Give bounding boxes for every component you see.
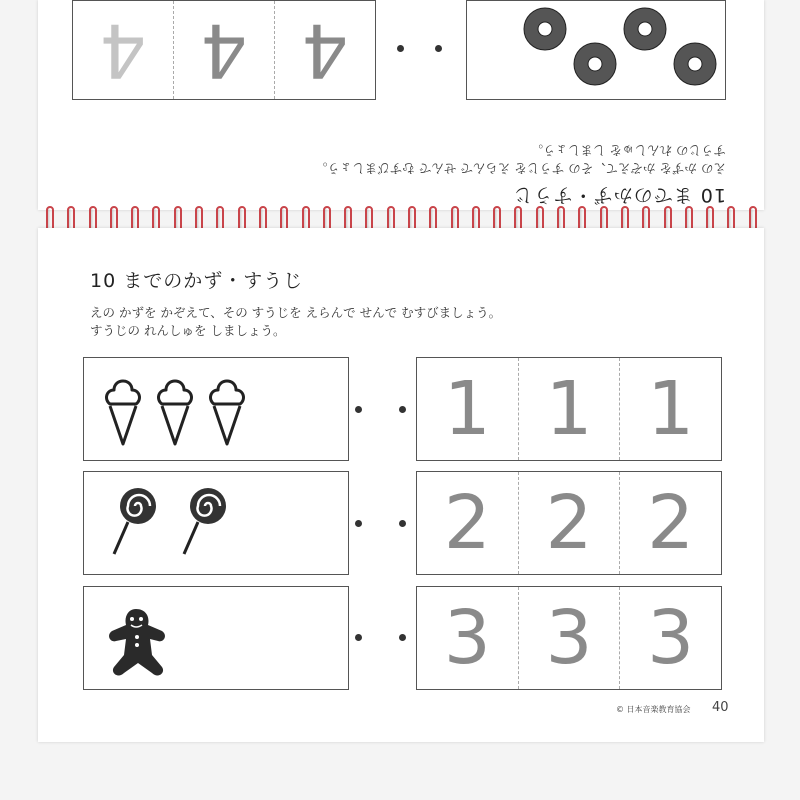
gingerbread-icon [84, 587, 348, 689]
trace-digit: 1 [619, 358, 721, 460]
trace-box-3 [416, 586, 722, 690]
trace-digit: 2 [518, 472, 620, 574]
trace-box-1 [416, 357, 722, 461]
dot-row2-left[interactable] [355, 520, 362, 527]
lollipop-icons [84, 472, 348, 574]
trace-digit: 4 [301, 7, 349, 93]
instruction-line-2: すうじの れんしゅを しましょう。 [90, 323, 286, 338]
upper-page [38, 0, 764, 210]
dot-row3-right[interactable] [399, 634, 406, 641]
instruction-line-1: えの かずを かぞえて、その すうじを えらんで せんで むすびましょう。 [90, 305, 502, 320]
copyright: © 日本音楽教育協会 [616, 705, 691, 714]
trace-digit: 3 [443, 595, 491, 681]
page-number: 40 [712, 700, 729, 715]
picture-box-gingerbread [83, 586, 349, 690]
trace-digit: 3 [619, 587, 721, 689]
ice-cream-icons [84, 358, 348, 460]
upper-page-instruction-1: えの かずを かぞえて、その すうじを えらんで せんで むすびましょう。 [314, 161, 726, 176]
picture-box-lollipop [83, 471, 349, 575]
picture-box-ice-cream [83, 357, 349, 461]
dot-row1-left[interactable] [355, 406, 362, 413]
lower-page [38, 228, 764, 742]
upper-page-content [38, 0, 764, 210]
dot-row2-right[interactable] [399, 520, 406, 527]
page-title: 10 までのかず・すうじ [90, 270, 304, 292]
upper-dot-left[interactable] [435, 45, 442, 52]
trace-digit: 4 [73, 1, 174, 99]
picture-box-donuts [466, 0, 726, 100]
trace-digit: 2 [443, 480, 491, 566]
trace-box-2 [416, 471, 722, 575]
upper-page-title: 10 までのかず・すうじ [512, 184, 726, 206]
trace-digit: 2 [619, 472, 721, 574]
dot-row3-left[interactable] [355, 634, 362, 641]
dot-row1-right[interactable] [399, 406, 406, 413]
upper-dot-right[interactable] [397, 45, 404, 52]
trace-box-4 [72, 0, 376, 100]
upper-page-instruction-2: すうじの れんしゅを しましょう。 [530, 143, 726, 158]
donut-icons [467, 1, 725, 99]
trace-digit: 1 [443, 366, 491, 452]
trace-digit: 1 [518, 358, 620, 460]
trace-digit: 4 [174, 1, 275, 99]
trace-digit: 3 [518, 587, 620, 689]
